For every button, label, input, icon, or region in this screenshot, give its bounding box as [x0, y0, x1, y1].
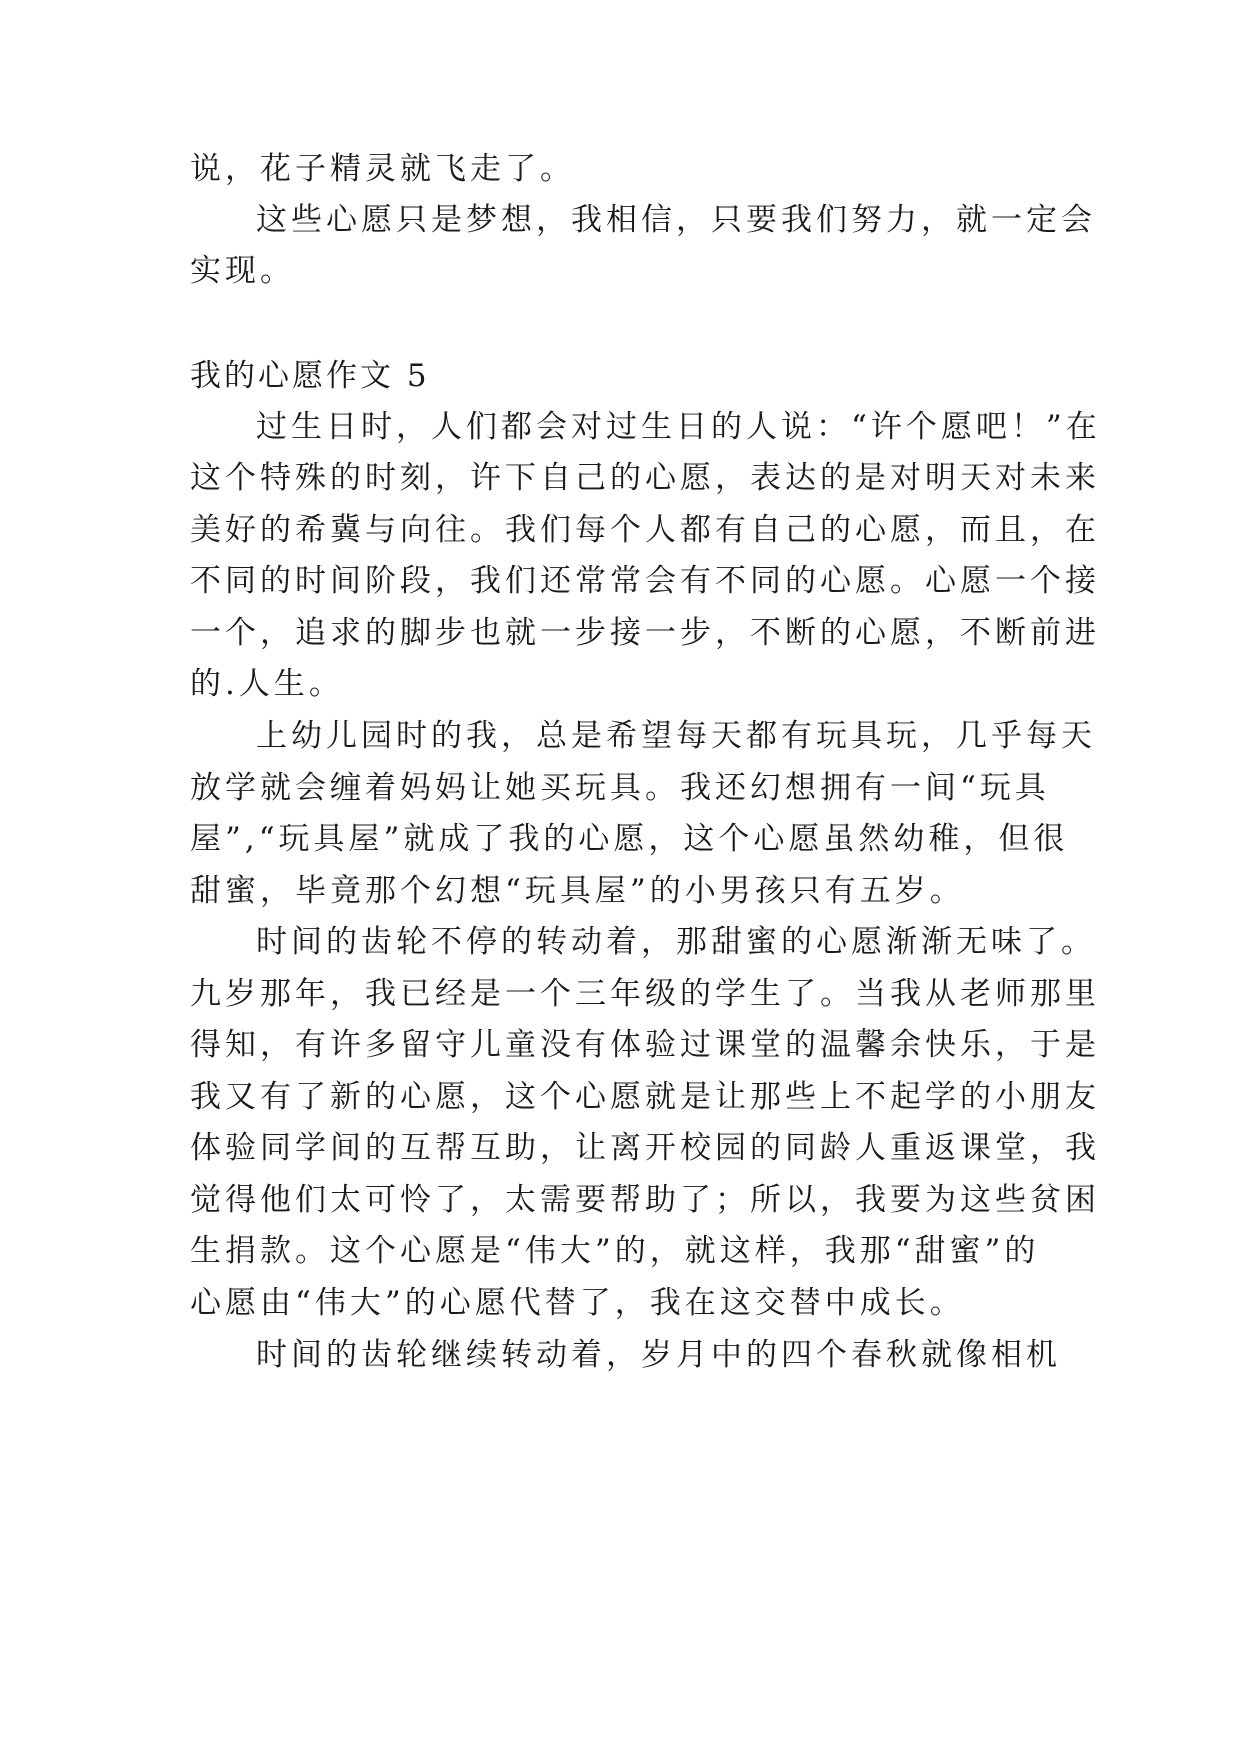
paragraph-line: 不同的时间阶段，我们还常常会有不同的心愿。心愿一个接 — [190, 563, 1100, 599]
paragraph-line: 我又有了新的心愿，这个心愿就是让那些上不起学的小朋友 — [190, 1079, 1100, 1115]
paragraph-line: 这个特殊的时刻，许下自己的心愿，表达的是对明天对未来 — [190, 460, 1100, 496]
paragraph-line: 时间的齿轮继续转动着，岁月中的四个春秋就像相机 — [256, 1337, 1061, 1373]
paragraph-line: 说，花子精灵就飞走了。 — [190, 151, 575, 187]
paragraph-line: 觉得他们太可怜了，太需要帮助了；所以，我要为这些贫困 — [190, 1182, 1100, 1218]
paragraph-line: 美好的希冀与向往。我们每个人都有自己的心愿，而且，在 — [190, 512, 1100, 548]
paragraph-line: 放学就会缠着妈妈让她买玩具。我还幻想拥有一间“玩具 — [190, 770, 1050, 806]
paragraph-line: 过生日时，人们都会对过生日的人说：“许个愿吧！”在 — [256, 409, 1101, 445]
paragraph-line: 九岁那年，我已经是一个三年级的学生了。当我从老师那里 — [190, 976, 1100, 1012]
section-heading: 我的心愿作文 5 — [190, 358, 430, 394]
paragraph-line: 这些心愿只是梦想，我相信，只要我们努力，就一定会 — [256, 202, 1096, 238]
paragraph-line: 屋”,“玩具屋”就成了我的心愿，这个心愿虽然幼稚，但很 — [190, 821, 1069, 857]
paragraph-line: 甜蜜，毕竟那个幻想“玩具屋”的小男孩只有五岁。 — [190, 873, 965, 909]
paragraph-line: 得知，有许多留守儿童没有体验过课堂的温馨余快乐，于是 — [190, 1027, 1100, 1063]
paragraph-line: 心愿由“伟大”的心愿代替了，我在这交替中成长。 — [190, 1285, 965, 1321]
paragraph-line: 实现。 — [190, 253, 295, 289]
paragraph-line: 上幼儿园时的我，总是希望每天都有玩具玩，几乎每天 — [256, 718, 1096, 754]
paragraph-line: 的.人生。 — [190, 666, 344, 702]
paragraph-line: 一个，追求的脚步也就一步接一步，不断的心愿，不断前进 — [190, 615, 1100, 651]
paragraph-line: 生捐款。这个心愿是“伟大”的，就这样，我那“甜蜜”的 — [190, 1233, 1040, 1269]
paragraph-line: 体验同学间的互帮互助，让离开校园的同龄人重返课堂，我 — [190, 1130, 1100, 1166]
paragraph-line: 时间的齿轮不停的转动着，那甜蜜的心愿渐渐无味了。 — [256, 924, 1096, 960]
